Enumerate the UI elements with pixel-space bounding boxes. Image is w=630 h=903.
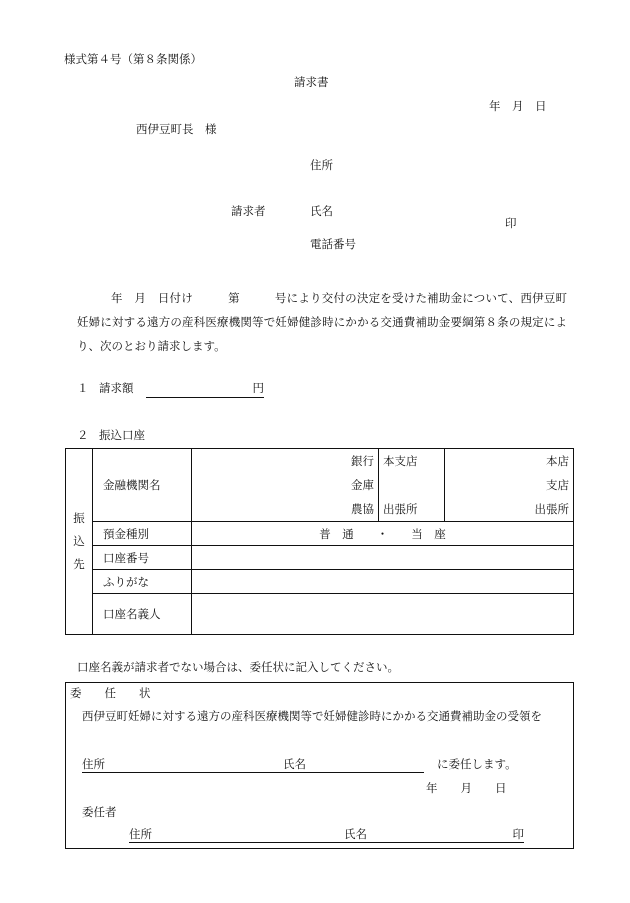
form-number: 様式第４号（第８条関係） [64, 52, 202, 66]
delegator-line[interactable] [129, 829, 524, 843]
body-paragraph: 年 月 日付け 第 号により交付の決定を受けた補助金について、西伊豆町妊婦に対する遠方の産科医療機関等で妊婦健診時にかかる交通費補助金要綱第８条の規定により、次のとおり請求します。 [77, 291, 567, 353]
delegation-note: 口座名義が請求者でない場合は、委任状に記入してください。 [77, 660, 399, 674]
delegate-name-label: 氏名 [283, 757, 306, 771]
applicant-role-label: 請求者 [231, 204, 266, 218]
claim-number: １ [77, 381, 89, 395]
transfer-side-label [66, 449, 93, 635]
type-nokyo: 農協 [351, 502, 374, 516]
branch-head-office: 本店 [546, 454, 569, 468]
delegator-seal: 印 [512, 827, 524, 841]
delegator-name-label: 氏名 [344, 827, 367, 841]
account-number-field[interactable] [192, 546, 574, 570]
branch-office-2: 出張所 [534, 502, 569, 516]
delegator-label: 委任者 [82, 805, 117, 819]
branch-branch: 支店 [546, 478, 569, 492]
claim-label: 請求額 [99, 381, 134, 395]
applicant-seal: 印 [505, 216, 517, 230]
document-title: 請求書 [294, 75, 329, 89]
type-bank: 銀行 [351, 454, 374, 468]
type-shinkin: 金庫 [351, 478, 374, 492]
branch-main-branch: 本支店 [383, 454, 418, 468]
side-char-2: 込 [73, 534, 85, 548]
account-holder-label: 口座名義人 [93, 594, 192, 635]
account-holder-field[interactable] [192, 594, 574, 635]
branch-type-col1[interactable] [379, 449, 445, 522]
institution-label: 金融機関名 [93, 449, 192, 522]
addressee: 西伊豆町長 様 [136, 122, 217, 136]
delegate-line[interactable] [82, 759, 424, 773]
transfer-label: 振込口座 [99, 428, 145, 442]
claim-amount-field[interactable] [146, 383, 264, 398]
delegation-title: 委 任 状 [70, 686, 151, 700]
delegate-address-label: 住所 [82, 757, 105, 771]
delegation-box [65, 682, 574, 849]
account-number-label: 口座番号 [93, 546, 192, 570]
branch-blank [379, 473, 444, 497]
applicant-phone-label: 電話番号 [310, 237, 356, 251]
applicant-address-label: 住所 [310, 158, 333, 172]
applicant-name-label: 氏名 [310, 204, 333, 218]
side-char-1: 振 [73, 511, 85, 525]
branch-office-1: 出張所 [383, 502, 418, 516]
furigana-label: ふりがな [93, 570, 192, 594]
transfer-number: ２ [77, 428, 89, 442]
delegate-text: に委任します。 [437, 757, 517, 771]
delegation-text: 西伊豆町妊婦に対する遠方の産科医療機関等で妊婦健診時にかかる交通費補助金の受領を [82, 709, 542, 723]
header-date-line: 年 月 日 [489, 99, 547, 113]
institution-name-field[interactable] [192, 449, 379, 522]
branch-name-field[interactable] [445, 449, 574, 522]
deposit-type-label: 預金種別 [93, 522, 192, 546]
deposit-type-options[interactable]: 普 通 ・ 当 座 [192, 522, 574, 546]
claim-unit: 円 [252, 381, 264, 395]
side-char-3: 先 [73, 557, 85, 571]
delegator-address-label: 住所 [129, 827, 152, 841]
delegation-date-line: 年 月 日 [426, 781, 507, 795]
furigana-field[interactable] [192, 570, 574, 594]
bank-account-table [65, 448, 574, 635]
